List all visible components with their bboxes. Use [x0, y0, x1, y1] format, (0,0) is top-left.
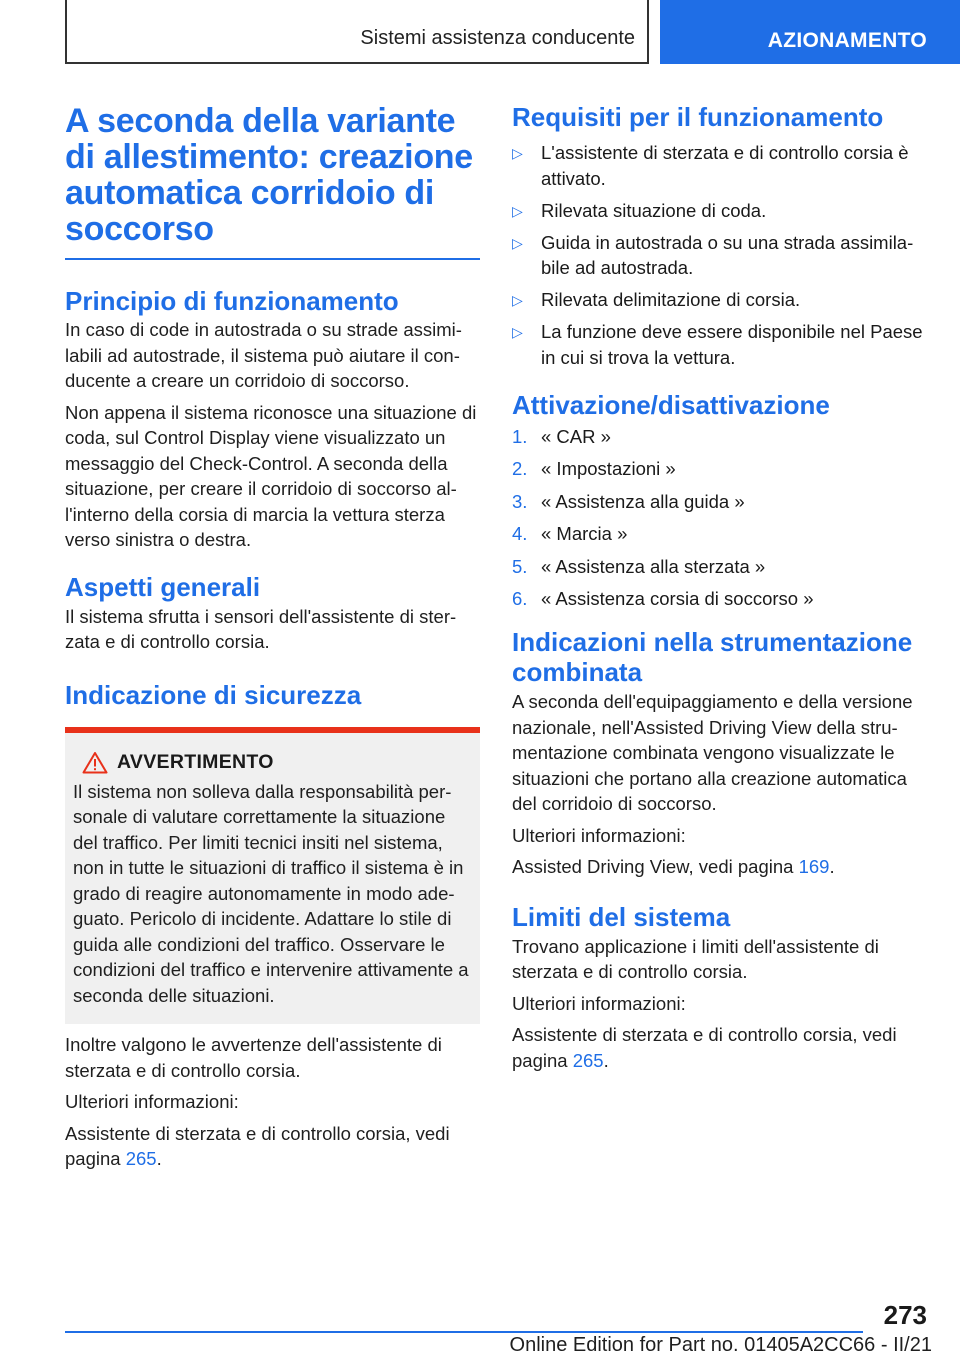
warning-text: Il sistema non solleva dalla responsabilità per-sonale di valutare correttamente la situazione del traffico. Per limiti tecnici insiti nel sistema, non in tutte le situazioni di traffico il sistema è in grado di reagire autonomamente in modo ade-guato. Pericolo di incidente. Adattare lo stile di guida alle condizioni del traffico. Osservare le condizioni del traffico e intervenire attivamente a seconda delle situazioni. [73, 780, 469, 1006]
paragraph-limiti-ref: Assistente di sterzata e di controllo corsia, vedi pagina 265. [512, 1024, 897, 1071]
triangle-bullet-icon: ▷ [512, 145, 523, 161]
paragraph-sicurezza-ref [65, 1121, 480, 1172]
list-item: ▷ Guida in autostrada o su una strada assimila-bile ad autostrada. [512, 231, 914, 278]
list-item: ▷ Rilevata situazione di coda. [512, 198, 932, 224]
page-number: 273 [883, 1300, 927, 1330]
heading-indicazioni: Indicazioni nella strumentazione combinata [512, 627, 913, 688]
paragraph-principio-2: Non appena il sistema riconosce una situazione di coda, sul Control Display viene visualizzato un messaggio del Check-Control. A seconda della situazione, per creare il corridoio di soccorso al-l'interno della corsia di marcia la vettura sterza verso sinistra o destra. [65, 401, 477, 550]
right-column [512, 100, 932, 1073]
title-divider [65, 258, 480, 260]
list-item: ▷ Rilevata delimitazione di corsia. [512, 287, 932, 313]
paragraph-sicurezza-2: Ulteriori informazioni: [65, 1091, 239, 1112]
paragraph-principio-1: In caso di code in autostrada o su strade assimi-labili ad autostrade, il sistema può aiutare il con-ducente a creare un corridoio di soccorso. [65, 319, 462, 391]
footer-edition: Online Edition for Part no. 01405A2CC66 - II/21 [509, 1334, 932, 1356]
left-column [65, 100, 480, 1172]
triangle-bullet-icon: ▷ [512, 324, 523, 340]
paragraph-limiti-2: Ulteriori informazioni: [512, 992, 686, 1014]
paragraph-indicazioni-ref: Assisted Driving View, vedi pagina 169. [512, 856, 835, 878]
paragraph-indicazioni-1: A seconda dell'equipaggiamento e della versione nazionale, nell'Assisted Driving View della stru-mentazione combinata vengono visualizzate le situazioni che portano alla creazione automatica del corridoio di soccorso. [512, 691, 913, 815]
heading-sicurezza: Indicazione di sicurezza [65, 679, 362, 710]
step-item: 2. « Impostazioni » [512, 458, 676, 480]
activation-steps [512, 424, 932, 611]
triangle-bullet-icon: ▷ [512, 292, 523, 308]
heading-limiti: Limiti del sistema [512, 901, 731, 932]
page-link-169[interactable]: 169 [798, 856, 830, 878]
heading-principio: Principio di funzionamento [65, 286, 399, 316]
paragraph-aspetti: Il sistema sfrutta i sensori dell'assistente di ster-zata e di controllo corsia. [65, 605, 457, 652]
paragraph-sicurezza-1: Inoltre valgono le avvertenze dell'assistente di sterzata e di controllo corsia. [65, 1034, 442, 1081]
step-item: 5. « Assistenza alla sterzata » [512, 555, 766, 577]
header-section-box [65, 0, 649, 64]
header-section-title: Sistemi assistenza conducente [360, 27, 635, 49]
footer-divider [65, 1331, 863, 1333]
paragraph-indicazioni-2: Ulteriori informazioni: [512, 824, 686, 846]
warning-title: AVVERTIMENTO [117, 751, 274, 773]
heading-aspetti: Aspetti generali [65, 571, 261, 602]
triangle-bullet-icon: ▷ [512, 202, 523, 219]
header-chapter-box [660, 0, 960, 64]
requirements-list [512, 140, 932, 370]
ref-text: Assistente di sterzata e di controllo corsia, vedi pagina [65, 1122, 450, 1169]
step-item: 1. « CAR » [512, 426, 611, 447]
ref-end: . [156, 1148, 162, 1169]
list-item: ▷ La funzione deve essere disponibile nel Paese in cui si trova la vettura. [512, 321, 923, 368]
step-item: 6. « Assistenza corsia di soccorso » [512, 587, 814, 609]
heading-requisiti: Requisiti per il funzionamento [512, 102, 884, 132]
step-item: 3. « Assistenza alla guida » [512, 490, 745, 512]
header-chapter-title: AZIONAMENTO [767, 29, 927, 52]
paragraph-limiti-1: Trovano applicazione i limiti dell'assistente di sterzata e di controllo corsia. [512, 935, 879, 983]
step-item: 4. « Marcia » [512, 523, 628, 545]
page-link-265[interactable]: 265 [572, 1049, 604, 1071]
page-link-265[interactable]: 265 [125, 1148, 157, 1169]
warning-triangle-icon [73, 751, 117, 774]
list-item: ▷ L'assistente di sterzata e di controllo corsia è attivato. [512, 142, 909, 189]
warning-header [73, 749, 472, 777]
heading-attivazione: Attivazione/disattivazione [512, 390, 830, 420]
triangle-bullet-icon: ▷ [512, 234, 523, 251]
page-title: A seconda della variante di allestimento: creazione automatica corridoio di soccorso [65, 102, 473, 248]
warning-box [65, 727, 480, 1025]
